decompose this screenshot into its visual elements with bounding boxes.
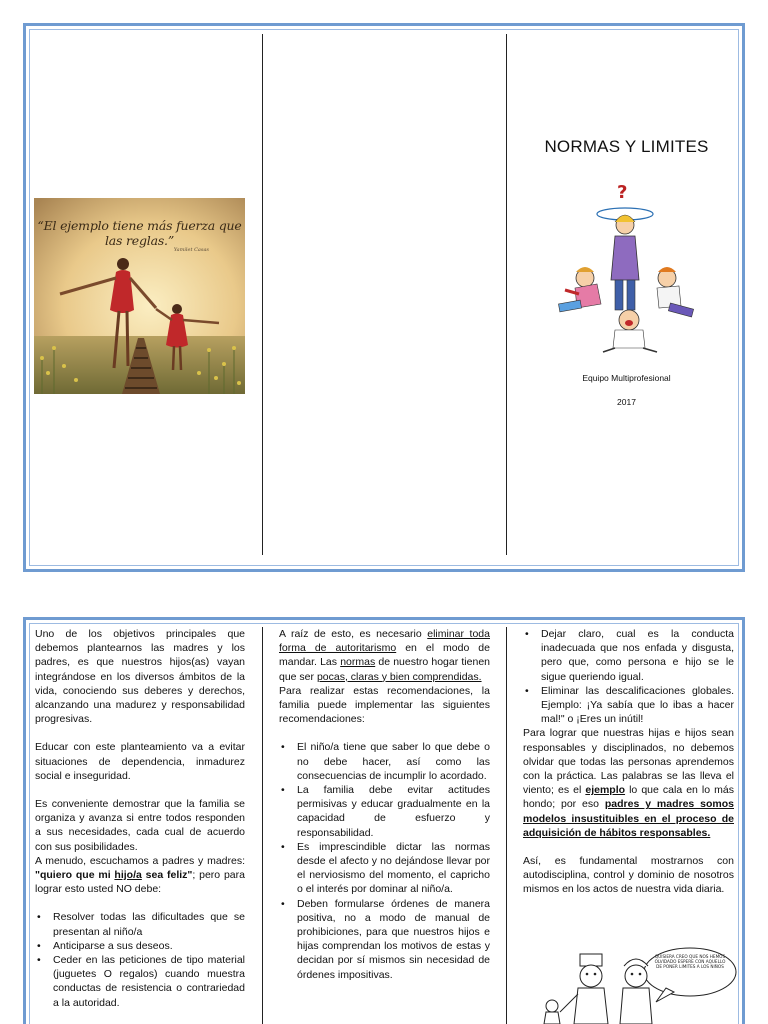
- donts-list: [35, 910, 245, 1009]
- paragraph: Así, es fundamental mostrarnos con autodisciplina, control y dominio de nosotros mismos en los actos de nuestra vida diaria.: [523, 855, 734, 896]
- parents-comic: [538, 944, 738, 1024]
- svg-text:?: ?: [617, 182, 628, 203]
- list-item: • Ceder en las peticiones de tipo material (juguetes O regalos) cuando muestra conductas de resistencia o contrariedad a la autoridad.: [35, 953, 245, 1010]
- guidelines-list: [523, 627, 734, 726]
- paragraph: Uno de los objetivos principales que debemos plantearnos las madres y los padres, es que nuestros hijos(as) vayan integrándose en los diversos ámbitos de la vida, conociendo sus deberes y derechos, alcanzando una madurez y responsabilidad progresivas.: [35, 628, 245, 726]
- comic-illustration: [538, 944, 738, 1024]
- list-item: • Eliminar las descalificaciones globales. Ejemplo: ¡Ya sabía que lo ibas a hacer mal!" o ¡Eres un inútil!: [523, 684, 734, 727]
- cover-quote: “El ejemplo tiene más fuerza que las reglas.”: [37, 218, 242, 248]
- stressed-mother-cartoon: [545, 180, 705, 358]
- fold-line: [262, 34, 263, 555]
- list-item: • Anticiparse a sus deseos.: [35, 939, 245, 953]
- list-item: • Dejar claro, cual es la conducta inadecuada que nos enfada y disgusta, pero que, como persona e hijo se le sigue queriendo igual.: [523, 627, 734, 684]
- recommendations-list: [279, 740, 490, 981]
- comic-speech-bubble: QUISIERA CREO QUE NOS HEMOS OLVIDADO ESPERE CON AQUELLO DE PONER LIMITES A LOS NIÑOS: [654, 954, 726, 969]
- fold-line: [262, 627, 263, 1024]
- paragraph: A raíz de esto, es necesario eliminar toda forma de autoritarismo en el modo de mandar. Las normas de nuestro hogar tienen que ser pocas, claras y bien comprendidas.: [279, 628, 490, 683]
- team-label: Equipo Multiprofesional: [582, 373, 671, 383]
- paragraph: A menudo, escuchamos a padres y madres: "quiero que mi hijo/a sea feliz"; pero para lograr esto usted NO debe:: [35, 854, 245, 896]
- list-item: • La familia debe evitar actitudes permisivas y educar gradualmente en la capacidad de esfuerzo y responsabilidad.: [279, 783, 490, 840]
- fold-line: [506, 34, 507, 555]
- list-item: • El niño/a tiene que saber lo que debe o no debe hacer, así como las consecuencias de incumplir lo acordado.: [279, 740, 490, 783]
- list-item: • Es imprescindible dictar las normas desde el afecto y no dejándose llevar por el nerviosismo del momento, el capricho o el interés por dominar al niño/a.: [279, 840, 490, 897]
- paragraph: Es conveniente demostrar que la familia se organiza y avanza si entre todos responden a sus necesidades, cada cual de acuerdo con sus posibilidades.: [35, 798, 245, 853]
- year-label: 2017: [617, 397, 636, 407]
- column-left: [35, 627, 245, 1010]
- paragraph: Para realizar estas recomendaciones, la familia puede implementar las siguientes recomendaciones:: [279, 684, 490, 726]
- column-middle: [279, 627, 490, 982]
- cover-quote-author: Yamilet Casas: [173, 247, 209, 253]
- paragraph: Educar con este planteamiento va a evitar situaciones de dependencia, inmadurez social e inseguridad.: [35, 741, 245, 782]
- list-item: • Resolver todas las dificultades que se presentan al niño/a: [35, 910, 245, 938]
- brochure-title: NORMAS Y LIMITES: [544, 137, 709, 156]
- list-item: • Deben formularse órdenes de manera positiva, no a modo de manual de prohibiciones, para que nuestros hijos e hijas comprendan los motivos de estas y decidan por sí mismos sin necesidad de órdenes impositivas.: [279, 897, 490, 982]
- column-right: [523, 627, 734, 897]
- paragraph: Para lograr que nuestras hijas e hijos sean responsables y disciplinados, no debemos olvidar que todas las personas aprendemos con la práctica. Las palabras se las lleva el viento; es el ejemplo lo que cala en lo más hondo; por eso padres y madres somos modelos insustituibles en el proceso de adquisición de hábitos responsables.: [523, 727, 734, 839]
- fold-line: [506, 627, 507, 1024]
- children-cartoon-icon: [545, 180, 705, 358]
- cover-illustration: [34, 198, 245, 394]
